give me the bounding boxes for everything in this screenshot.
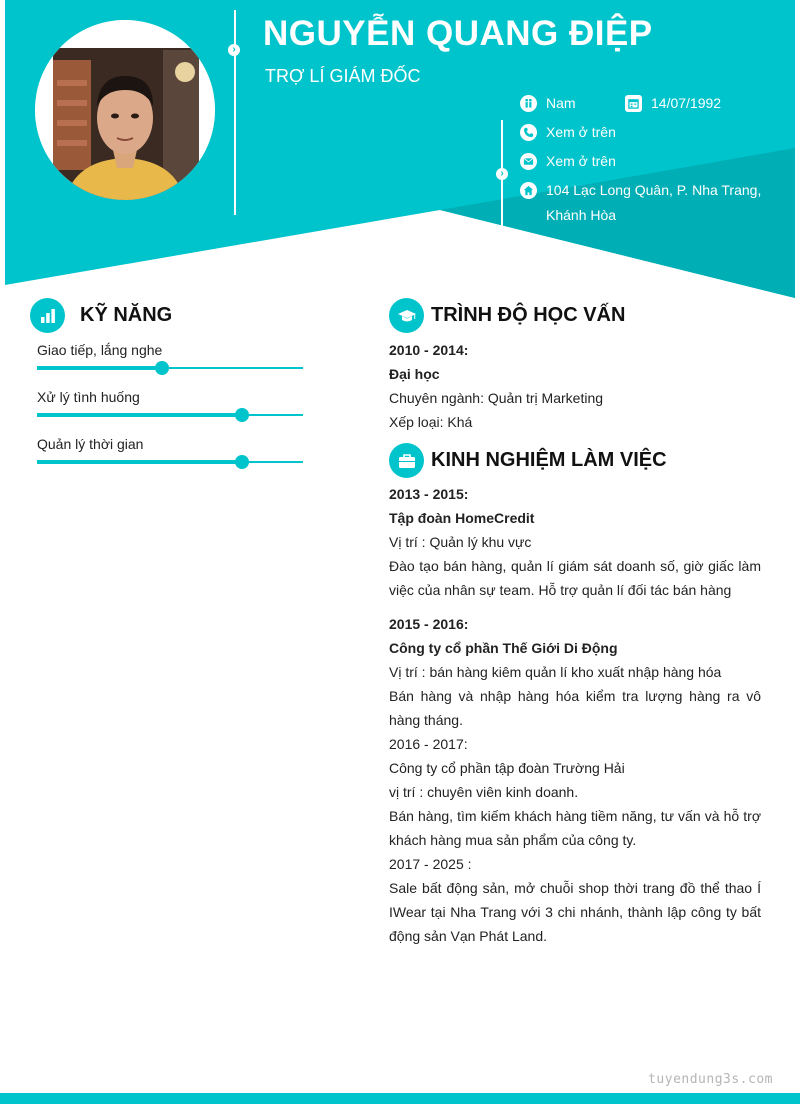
skill-track [37,414,303,416]
skill-label: Xử lý tình huống [37,389,140,405]
skills-section-header [30,298,172,333]
skill-fill [37,366,162,370]
phone-row [520,120,616,145]
phone-icon [520,124,537,141]
watermark: tuyendung3s.com [648,1072,773,1087]
job-title: TRỢ LÍ GIÁM ĐỐC [265,66,421,86]
job-position: vị trí : chuyên viên kinh doanh. [389,784,579,800]
email-row [520,149,616,174]
education-major: Chuyên ngành: Quản trị Marketing [389,390,604,406]
skill-label: Quản lý thời gian [37,436,144,452]
education-rank: Xếp loại: Khá [389,414,473,430]
job-position: Vị trí : bán hàng kiêm quản lí kho xuất nhập hàng hóa [389,664,722,680]
skill-knob [235,455,249,469]
education-period: 2010 - 2014: [389,342,469,358]
header-divider [234,10,236,215]
job-period: 2013 - 2015: [389,486,469,502]
skill-fill [37,460,242,464]
skill-track [37,367,303,369]
calendar-icon [625,95,642,112]
gender-row [520,91,576,116]
experience-title: KINH NGHIỆM LÀM VIỆC [431,449,667,471]
job-description: Bán hàng và nhập hàng hóa kiểm tra lượng hàng ra vô hàng tháng. [389,688,761,728]
phone-value[interactable]: Xem ở trên [546,124,616,140]
chevron-right-icon: › [496,168,508,180]
home-icon [520,182,537,199]
skill-track [37,461,303,463]
skill-item [37,340,303,369]
skill-label: Giao tiếp, lắng nghe [37,342,163,358]
avatar [35,20,215,200]
job-company: Công ty cổ phần tập đoàn Trường Hải [389,760,625,776]
graduation-cap-icon [389,298,424,333]
birthday-row [625,91,721,116]
job-position: Vị trí : Quản lý khu vực [389,534,532,550]
skill-item [37,387,303,416]
job-period: 2017 - 2025 : [389,856,472,872]
education-block [389,338,761,434]
job-company: Công ty cổ phần Thế Giới Di Động [389,640,618,656]
job-description: Đào tạo bán hàng, quản lí giám sát doanh số, giờ giấc làm việc của nhân sự team. Hỗ trợ quản lí đối tác bán hàng [389,558,761,598]
education-section-header [389,298,625,333]
skill-fill [37,413,242,417]
job-period: 2015 - 2016: [389,616,469,632]
birthday-value: 14/07/1992 [651,95,722,111]
briefcase-icon [389,443,424,478]
candidate-name: NGUYỄN QUANG ĐIỆP [263,14,653,53]
address-value: 104 Lạc Long Quân, P. Nha Trang, Khánh Hòa [546,182,762,223]
skills-title: KỸ NĂNG [80,304,173,326]
chevron-right-icon: › [228,44,240,56]
education-degree: Đại học [389,366,440,382]
address-row [520,178,761,228]
job-description: Sale bất động sản, mở chuỗi shop thời trang đồ thể thao Í IWear tại Nha Trang với 3 chi nhánh, thành lập công ty bất động sản Vạn Phát Land. [389,880,761,944]
experience-section-header [389,443,667,478]
footer-bar [0,1093,800,1104]
job-company: Tập đoàn HomeCredit [389,510,535,526]
gender-icon [520,95,537,112]
job-description: Bán hàng, tìm kiếm khách hàng tiềm năng, tư vấn và hỗ trợ khách hàng mua sản phẩm của công ty. [389,808,761,848]
gender-value: Nam [546,95,576,111]
email-value[interactable]: Xem ở trên [546,153,616,169]
job-period: 2016 - 2017: [389,736,468,752]
education-title: TRÌNH ĐỘ HỌC VẤN [431,304,626,326]
email-icon [520,153,537,170]
skill-item [37,434,303,463]
skill-knob [235,408,249,422]
experience-block [389,482,761,948]
skill-knob [155,361,169,375]
bar-chart-icon [30,298,65,333]
